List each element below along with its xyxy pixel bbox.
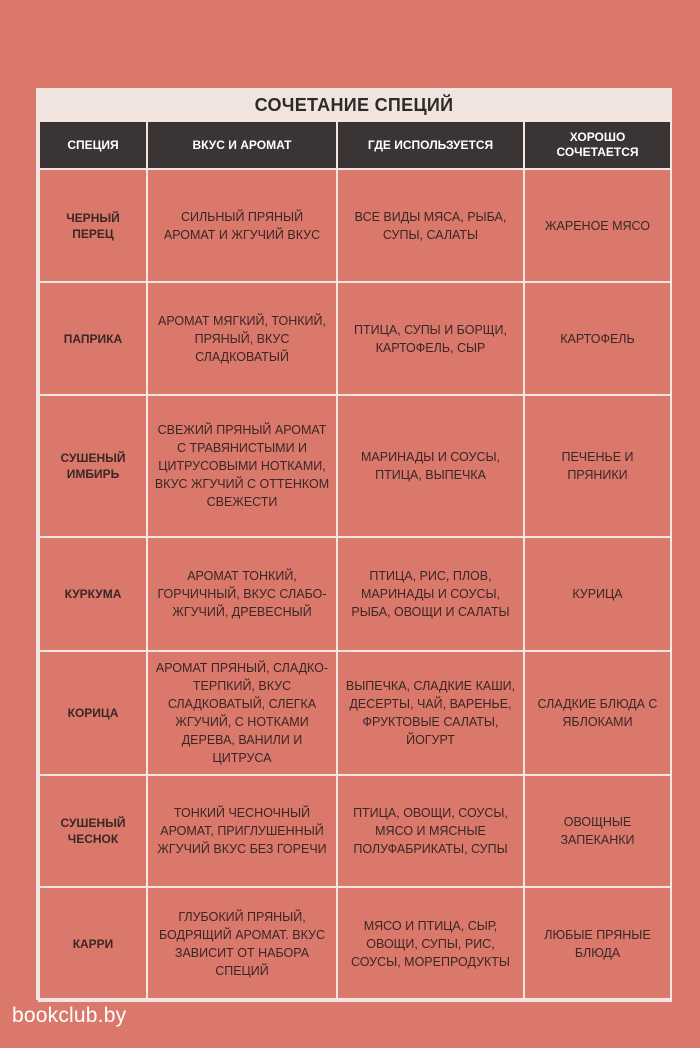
taste-cell: ГЛУБОКИЙ ПРЯНЫЙ, БОДРЯЩИЙ АРОМАТ. ВКУС ЗАВИСИТ ОТ НАБОРА СПЕЦИЙ (147, 887, 337, 1001)
taste-cell: ТОНКИЙ ЧЕСНОЧНЫЙ АРОМАТ, ПРИГЛУШЕННЫЙ ЖГУЧИЙ ВКУС БЕЗ ГОРЕЧИ (147, 775, 337, 887)
taste-cell: СВЕЖИЙ ПРЯНЫЙ АРОМАТ С ТРАВЯНИСТЫМИ И ЦИТРУСОВЫМИ НОТКАМИ, ВКУС ЖГУЧИЙ С ОТТЕНКОМ СВЕЖЕСТИ (147, 395, 337, 537)
pairs-cell: ЛЮБЫЕ ПРЯНЫЕ БЛЮДА (524, 887, 671, 1001)
pairs-cell: КАРТОФЕЛЬ (524, 282, 671, 395)
taste-cell: АРОМАТ ПРЯНЫЙ, СЛАДКО-ТЕРПКИЙ, ВКУС СЛАДКОВАТЫЙ, СЛЕГКА ЖГУЧИЙ, С НОТКАМИ ДЕРЕВА, ВАНИЛИ И ЦИТРУСА (147, 651, 337, 775)
usage-cell: ВСЕ ВИДЫ МЯСА, РЫБА, СУПЫ, САЛАТЫ (337, 169, 524, 282)
usage-cell: ПТИЦА, ОВОЩИ, СОУСЫ, МЯСО И МЯСНЫЕ ПОЛУФАБРИКАТЫ, СУПЫ (337, 775, 524, 887)
spice-name: СУШЕНЫЙ ЧЕСНОК (39, 775, 147, 887)
spice-name: КОРИЦА (39, 651, 147, 775)
watermark-text: bookclub.by (12, 1004, 127, 1027)
spice-pairing-table (38, 120, 672, 1002)
pairs-cell: ЖАРЕНОЕ МЯСО (524, 169, 671, 282)
usage-cell: ПТИЦА, СУПЫ И БОРЩИ, КАРТОФЕЛЬ, СЫР (337, 282, 524, 395)
taste-cell: СИЛЬНЫЙ ПРЯНЫЙ АРОМАТ И ЖГУЧИЙ ВКУС (147, 169, 337, 282)
header-taste: ВКУС И АРОМАТ (147, 121, 337, 169)
spice-name: КУРКУМА (39, 537, 147, 651)
taste-cell: АРОМАТ МЯГКИЙ, ТОНКИЙ, ПРЯНЫЙ, ВКУС СЛАДКОВАТЫЙ (147, 282, 337, 395)
table-row (39, 282, 671, 395)
table-row (39, 651, 671, 775)
spice-name: КАРРИ (39, 887, 147, 1001)
spice-table-frame (36, 88, 672, 1000)
taste-cell: АРОМАТ ТОНКИЙ, ГОРЧИЧНЫЙ, ВКУС СЛАБО-ЖГУЧИЙ, ДРЕВЕСНЫЙ (147, 537, 337, 651)
pairs-cell: ПЕЧЕНЬЕ И ПРЯНИКИ (524, 395, 671, 537)
spice-name: ЧЕРНЫЙ ПЕРЕЦ (39, 169, 147, 282)
header-spice: СПЕЦИЯ (39, 121, 147, 169)
usage-cell: ВЫПЕЧКА, СЛАДКИЕ КАШИ, ДЕСЕРТЫ, ЧАЙ, ВАРЕНЬЕ, ФРУКТОВЫЕ САЛАТЫ, ЙОГУРТ (337, 651, 524, 775)
table-row (39, 775, 671, 887)
pairs-cell: ОВОЩНЫЕ ЗАПЕКАНКИ (524, 775, 671, 887)
header-pairs: ХОРОШО СОЧЕТАЕТСЯ (524, 121, 671, 169)
pairs-cell: КУРИЦА (524, 537, 671, 651)
pairs-cell: СЛАДКИЕ БЛЮДА С ЯБЛОКАМИ (524, 651, 671, 775)
header-usage: ГДЕ ИСПОЛЬЗУЕТСЯ (337, 121, 524, 169)
usage-cell: МЯСО И ПТИЦА, СЫР, ОВОЩИ, СУПЫ, РИС, СОУСЫ, МОРЕПРОДУКТЫ (337, 887, 524, 1001)
table-row (39, 169, 671, 282)
table-title: СОЧЕТАНИЕ СПЕЦИЙ (38, 90, 670, 120)
header-row (39, 121, 671, 169)
spice-name: ПАПРИКА (39, 282, 147, 395)
table-row (39, 887, 671, 1001)
spice-name: СУШЕНЫЙ ИМБИРЬ (39, 395, 147, 537)
table-row (39, 537, 671, 651)
usage-cell: ПТИЦА, РИС, ПЛОВ, МАРИНАДЫ И СОУСЫ, РЫБА, ОВОЩИ И САЛАТЫ (337, 537, 524, 651)
table-row (39, 395, 671, 537)
usage-cell: МАРИНАДЫ И СОУСЫ, ПТИЦА, ВЫПЕЧКА (337, 395, 524, 537)
